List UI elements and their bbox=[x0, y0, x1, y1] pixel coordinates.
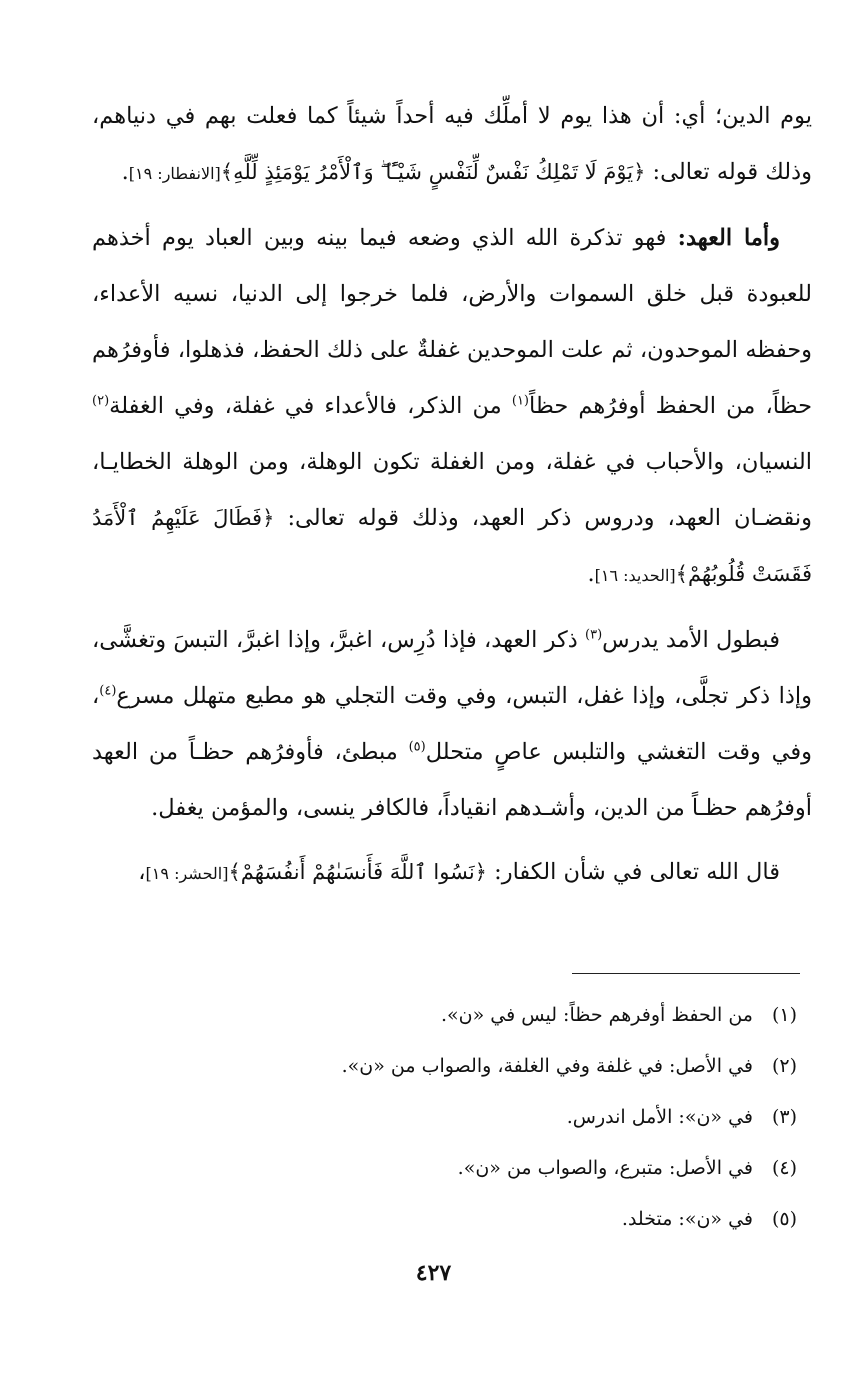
page-number: ٤٢٧ bbox=[415, 1260, 452, 1286]
footnote-text: من الحفظ أوفرهم حظاً: ليس في «ن». bbox=[441, 1004, 753, 1026]
footnote-ref-3: (٣) bbox=[585, 627, 603, 643]
footnote-ref-4: (٤) bbox=[99, 683, 117, 699]
footnote-number: (٣) bbox=[771, 1106, 797, 1128]
footnote-text: في الأصل: في غلفة وفي الغلفة، والصواب من «ن». bbox=[341, 1055, 753, 1077]
footnotes bbox=[92, 990, 797, 1245]
footnote-5 bbox=[92, 1194, 797, 1245]
paragraph-1-end: . bbox=[121, 159, 129, 185]
footnote-ref-5: (٥) bbox=[408, 739, 426, 755]
quran-verse-infitar: ﴿يَوْمَ لَا تَمْلِكُ نَفْسٌ لِّنَفْسٍ شَيْـًٔا ۖ وَٱلْأَمْرُ يَوْمَئِذٍ لِّلَّهِ﴾ bbox=[220, 160, 646, 184]
paragraph-3-text-b: ذكر العهد، فإذا دُرِس، اغبرَّ، وإذا اغبرَّ، التبسَ وتغشَّى، وإذا ذكر تجلَّى، وإذا غفل، التبس، وفي وقت التجلي هو مطيع متهلل مسرع bbox=[92, 627, 812, 709]
verse-reference-hashr: [الحشر: ١٩] bbox=[145, 864, 229, 883]
paragraph-1-text: يوم الدين؛ أي: أن هذا يوم لا أملِّك فيه أحداً شيئاً كما فعلت بهم في دنياهم، وذلك قوله تعالى: bbox=[92, 103, 812, 185]
footnote-separator bbox=[572, 973, 800, 974]
footnote-ref-1: (١) bbox=[511, 393, 529, 409]
paragraph-2-text-b: من الذكر، فالأعداء في غفلة، وفي الغفلة bbox=[109, 393, 512, 419]
quran-verse-hashr: ﴿نَسُوا ٱللَّهَ فَأَنسَىٰهُمْ أَنفُسَهُمْ﴾ bbox=[228, 860, 487, 884]
footnote-number: (٥) bbox=[771, 1208, 797, 1230]
paragraph-3 bbox=[92, 612, 812, 836]
paragraph-4-text: قال الله تعالى في شأن الكفار: bbox=[486, 859, 780, 885]
paragraph-2-text-c: النسيان، والأحباب في غفلة، ومن الغفلة تكون الوهلة، ومن الوهلة الخطايـا، ونقضـان العهد، ودروس ذكر العهد، وذلك قوله تعالى: bbox=[92, 449, 812, 531]
paragraph-4 bbox=[92, 844, 812, 902]
footnote-2 bbox=[92, 1041, 797, 1092]
paragraph-3-text-c: ، وفي وقت التغشي والتلبس عاصٍ متحلل bbox=[92, 683, 813, 765]
footnote-3 bbox=[92, 1092, 797, 1143]
footnote-4 bbox=[92, 1143, 797, 1194]
footnote-text: في «ن»: متخلد. bbox=[621, 1208, 753, 1230]
paragraph-2-text-a: فهو تذكرة الله الذي وضعه فيما بينه وبين العباد يوم أخذهم للعبودة قبل خلق السموات والأرض، فلما خرجوا إلى الدنيا، نسيه الأعداء، وحفظه الموحدون، ثم علت الموحدين غفلةٌ على ذلك الحفظ، فذهلوا، فأوفرُهم حظاً، من الحفظ أوفرُهم حظاً bbox=[92, 225, 812, 419]
footnote-ref-2: (٢) bbox=[92, 393, 110, 409]
main-text bbox=[92, 88, 812, 902]
footnote-text: في الأصل: متبرع، والصواب من «ن». bbox=[457, 1157, 753, 1179]
footnote-1 bbox=[92, 990, 797, 1041]
paragraph-3-text-a: فبطول الأمد يدرس bbox=[602, 627, 780, 653]
verse-reference-hadid: [الحديد: ١٦] bbox=[594, 566, 676, 585]
quran-verse-hadid: ﴿فَطَالَ عَلَيْهِمُ ٱلْأَمَدُ فَقَسَتْ قُلُوبُهُمْ﴾ bbox=[92, 506, 812, 586]
footnote-number: (١) bbox=[771, 1004, 797, 1026]
footnote-number: (٢) bbox=[771, 1055, 797, 1077]
verse-reference-infitar: [الانفطار: ١٩] bbox=[128, 164, 221, 183]
paragraph-3-text-d: مبطئ، فأوفرُهم حظـاً من العهد أوفرُهم حظـاً من الدين، وأشـدهم انقياداً، فالكافر ينسى، والمؤمن يغفل. bbox=[92, 739, 812, 821]
paragraph-2-heading: وأما العهد: bbox=[677, 225, 780, 251]
paragraph-1 bbox=[92, 88, 812, 202]
paragraph-4-end: ، bbox=[138, 859, 146, 885]
paragraph-2 bbox=[92, 210, 812, 604]
footnote-number: (٤) bbox=[771, 1157, 797, 1179]
footnote-text: في «ن»: الأمل اندرس. bbox=[566, 1106, 753, 1128]
paragraph-2-end: . bbox=[587, 561, 595, 587]
